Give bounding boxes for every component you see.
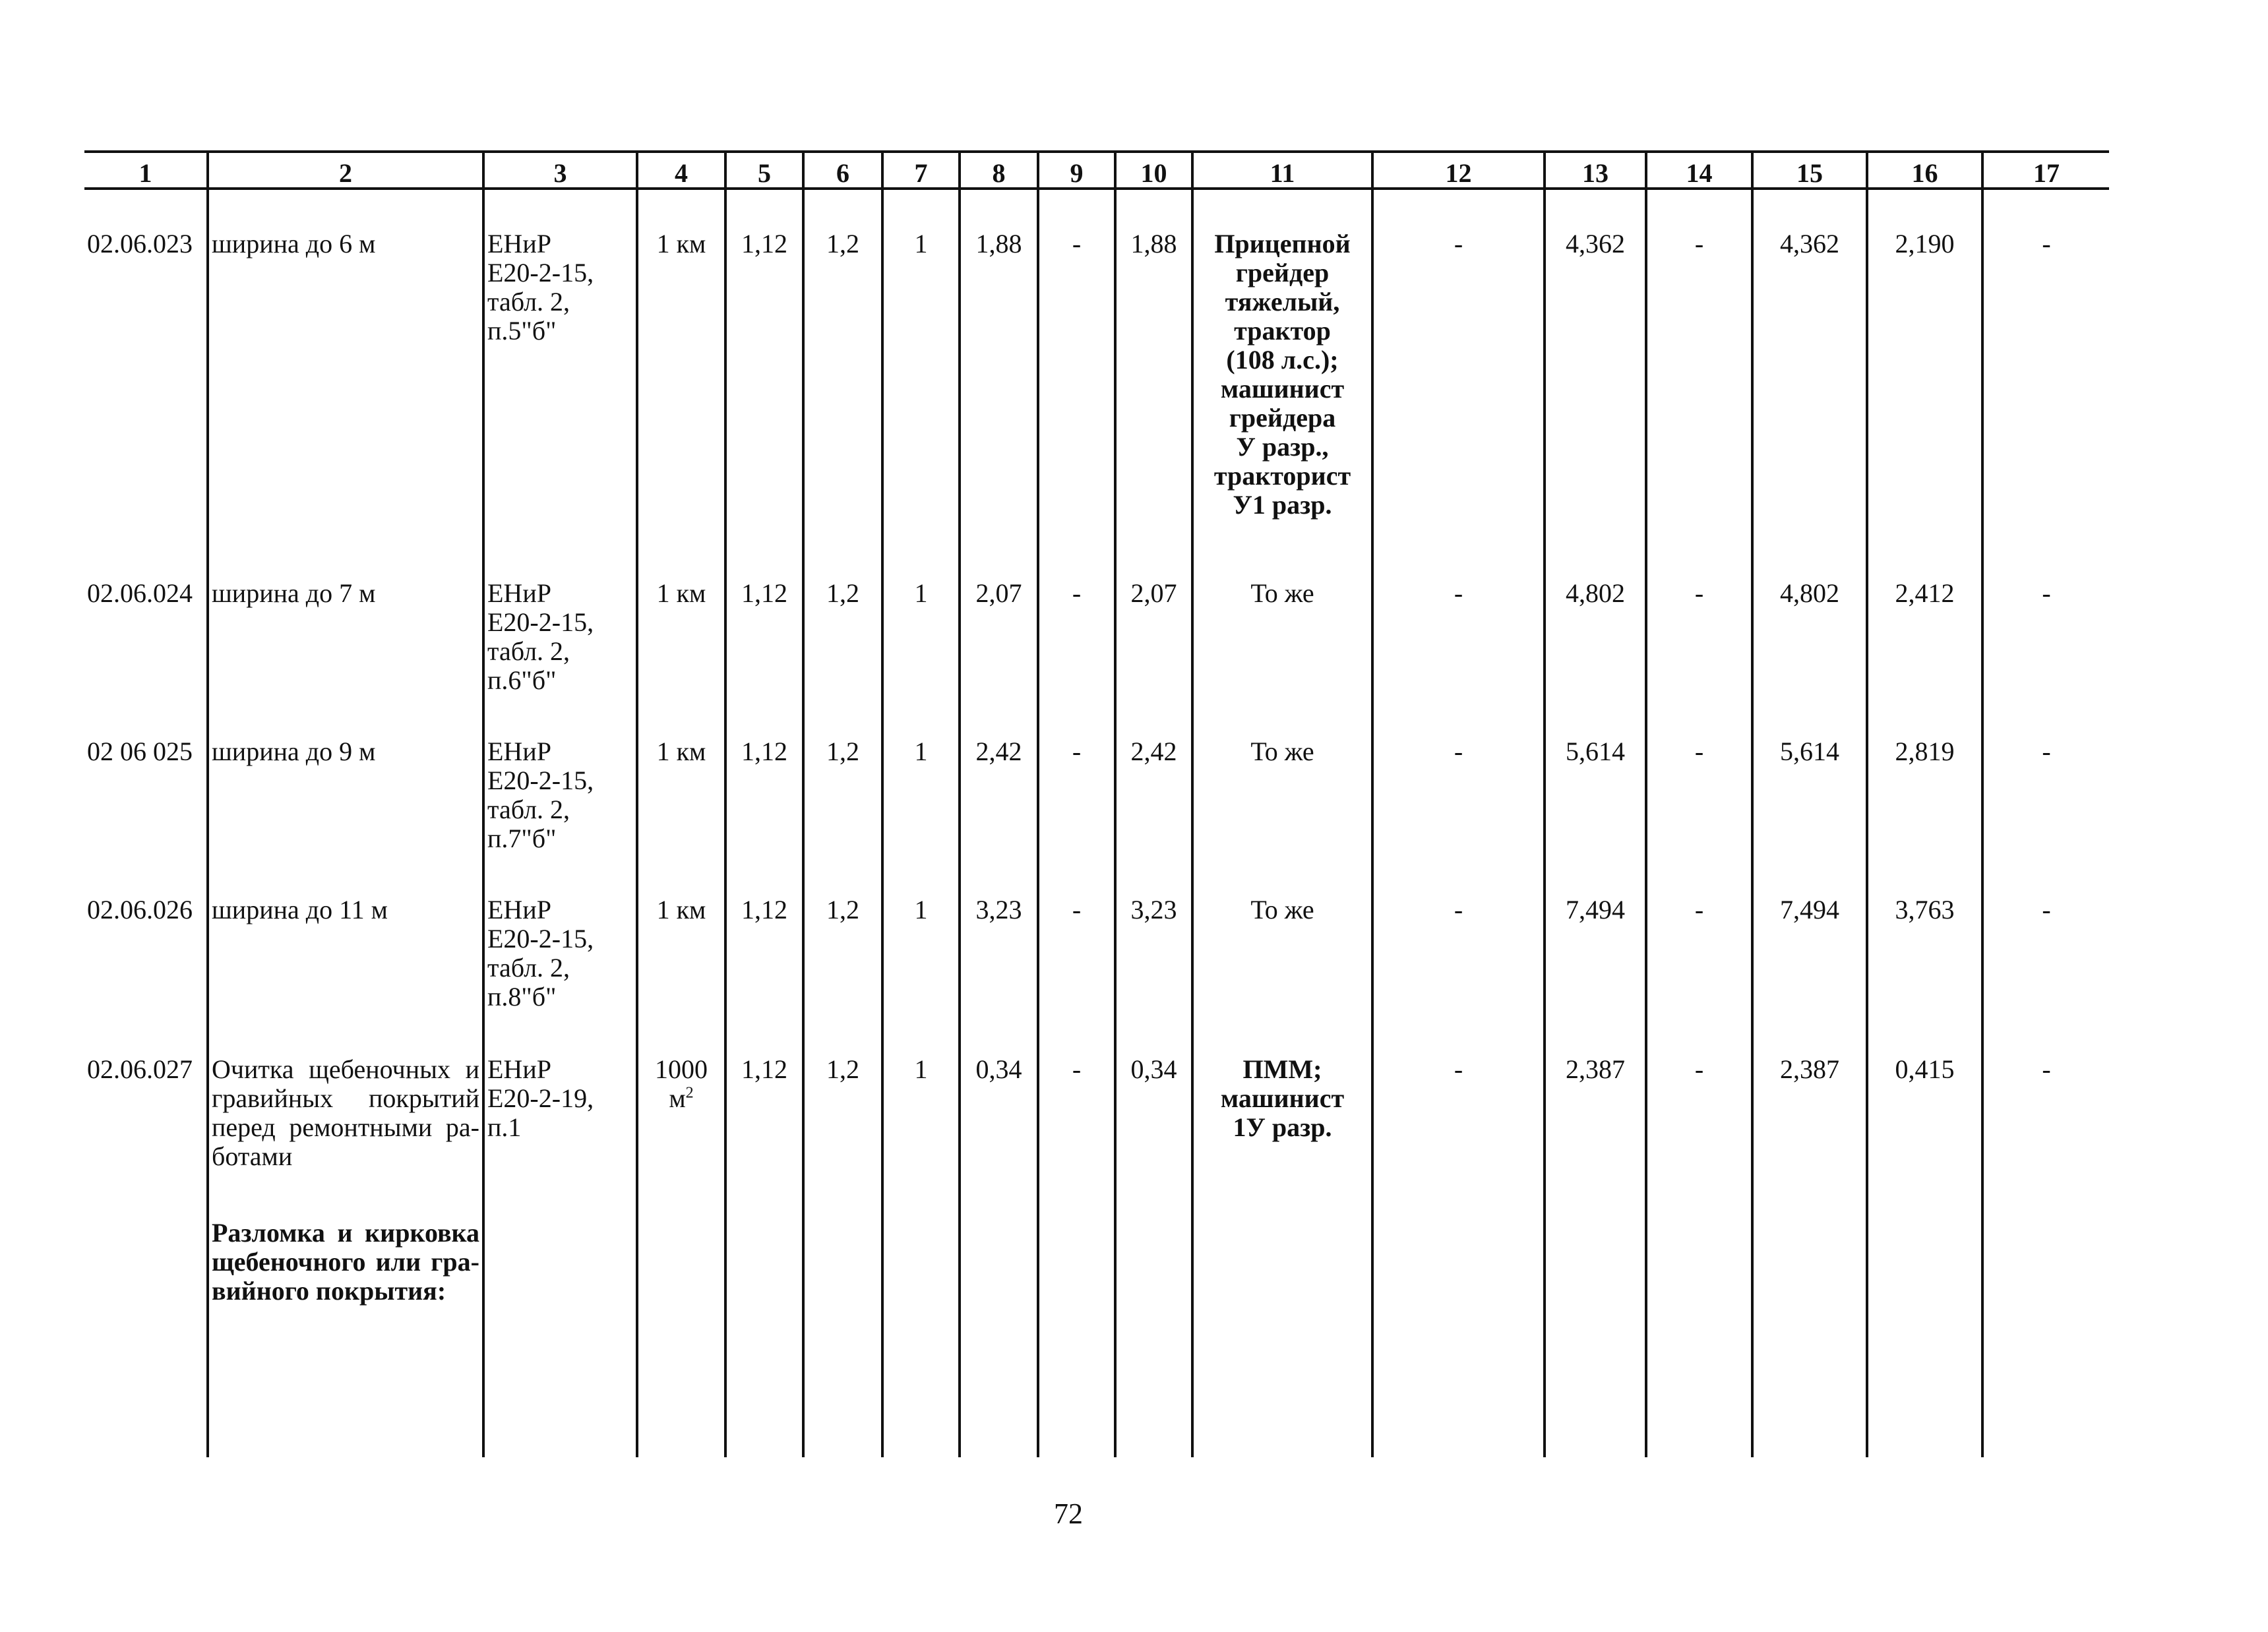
row-c10: 2,42 — [1130, 737, 1177, 766]
row-c5: 1,12 — [741, 737, 787, 766]
column-rule — [1981, 150, 1984, 1457]
column-rule — [958, 150, 961, 1457]
column-header: 17 — [2033, 158, 2060, 188]
row-machinery: То же — [1250, 578, 1314, 608]
row-norm: ЕНиР Е20-2-19, п.1 — [487, 1054, 594, 1142]
row-c14: - — [1694, 229, 1704, 258]
row-machinery: То же — [1250, 895, 1314, 924]
column-rule — [724, 150, 727, 1457]
row-machinery: Прицепной грейдер тяжелый, трактор (108 л.с.); машинист грейдера У разр., тракторист У1 разр. — [1213, 229, 1351, 520]
row-norm: ЕНиР Е20-2-15, табл. 2, п.6"б" — [487, 578, 594, 695]
row-c9: - — [1072, 737, 1082, 766]
column-rule — [482, 150, 485, 1457]
row-name: ширина до 9 м — [212, 737, 376, 766]
row-c8: 2,07 — [975, 578, 1022, 608]
row-c15: 7,494 — [1780, 895, 1839, 924]
column-header: 6 — [836, 158, 849, 188]
column-header: 10 — [1140, 158, 1167, 188]
column-header: 5 — [758, 158, 771, 188]
row-c7: 1 — [914, 229, 928, 258]
row-c17: - — [2042, 737, 2051, 766]
row-c13: 4,802 — [1566, 578, 1625, 608]
row-machinery: То же — [1250, 737, 1314, 766]
column-rule — [881, 150, 884, 1457]
row-c17: - — [2042, 1054, 2051, 1084]
column-header: 2 — [339, 158, 352, 188]
column-header: 4 — [675, 158, 688, 188]
row-c16: 3,763 — [1895, 895, 1955, 924]
row-c6: 1,2 — [826, 1054, 859, 1084]
column-header: 12 — [1445, 158, 1472, 188]
column-rule — [1645, 150, 1647, 1457]
row-c17: - — [2042, 895, 2051, 924]
column-rule — [636, 150, 638, 1457]
row-c15: 4,802 — [1780, 578, 1839, 608]
row-c8: 1,88 — [975, 229, 1022, 258]
column-rule — [1543, 150, 1546, 1457]
page-number: 72 — [1054, 1497, 1083, 1530]
row-code: 02.06.027 — [87, 1054, 193, 1084]
row-norm: ЕНиР Е20-2-15, табл. 2, п.7"б" — [487, 737, 594, 853]
row-c5: 1,12 — [741, 578, 787, 608]
row-c7: 1 — [914, 1054, 928, 1084]
row-unit: 1 км — [656, 737, 706, 766]
row-c6: 1,2 — [826, 895, 859, 924]
column-rule — [206, 150, 209, 1457]
row-c6: 1,2 — [826, 229, 859, 258]
row-c10: 1,88 — [1130, 229, 1177, 258]
row-c8: 0,34 — [975, 1054, 1022, 1084]
row-c13: 4,362 — [1566, 229, 1625, 258]
row-name: Очитка щебеночных и гравийных покрытий перед ремонтными ра-ботами — [212, 1054, 479, 1171]
row-unit: 1 км — [656, 229, 706, 258]
row-c14: - — [1694, 578, 1704, 608]
row-c14: - — [1694, 1054, 1704, 1084]
row-c15: 5,614 — [1780, 737, 1839, 766]
column-header: 16 — [1911, 158, 1938, 188]
row-c12: - — [1454, 737, 1463, 766]
row-c6: 1,2 — [826, 737, 859, 766]
row-c6: 1,2 — [826, 578, 859, 608]
row-code: 02.06.026 — [87, 895, 193, 924]
column-header: 3 — [553, 158, 567, 188]
row-c7: 1 — [914, 737, 928, 766]
row-c10: 2,07 — [1130, 578, 1177, 608]
row-c7: 1 — [914, 578, 928, 608]
row-norm: ЕНиР Е20-2-15, табл. 2, п.5"б" — [487, 229, 594, 346]
row-c17: - — [2042, 578, 2051, 608]
row-c9: - — [1072, 1054, 1082, 1084]
row-c8: 3,23 — [975, 895, 1022, 924]
row-c16: 2,190 — [1895, 229, 1955, 258]
column-header: 1 — [138, 158, 152, 188]
column-header: 9 — [1070, 158, 1084, 188]
row-c17: - — [2042, 229, 2051, 258]
row-c9: - — [1072, 229, 1082, 258]
row-c9: - — [1072, 578, 1082, 608]
row-name: ширина до 11 м — [212, 895, 388, 924]
row-c14: - — [1694, 737, 1704, 766]
column-rule — [1371, 150, 1374, 1457]
row-c12: - — [1454, 578, 1463, 608]
column-rule — [1114, 150, 1117, 1457]
row-c13: 7,494 — [1566, 895, 1625, 924]
row-c15: 4,362 — [1780, 229, 1839, 258]
header-top-rule — [84, 150, 2109, 153]
column-header: 15 — [1796, 158, 1823, 188]
row-c13: 5,614 — [1566, 737, 1625, 766]
row-name: ширина до 6 м — [212, 229, 376, 258]
row-c10: 0,34 — [1130, 1054, 1177, 1084]
row-c5: 1,12 — [741, 1054, 787, 1084]
row-c5: 1,12 — [741, 895, 787, 924]
row-unit: 1000 $м^2$ — [655, 1054, 708, 1113]
column-header: 7 — [914, 158, 928, 188]
row-c16: 2,819 — [1895, 737, 1955, 766]
row-c8: 2,42 — [975, 737, 1022, 766]
row-machinery: ПММ; машинист 1У разр. — [1220, 1054, 1345, 1142]
row-code: 02 06 025 — [87, 737, 193, 766]
row-unit: 1 км — [656, 578, 706, 608]
row-c5: 1,12 — [741, 229, 787, 258]
column-header: 8 — [992, 158, 1006, 188]
column-rule — [1751, 150, 1754, 1457]
column-rule — [802, 150, 805, 1457]
column-header: 11 — [1270, 158, 1295, 188]
row-name: ширина до 7 м — [212, 578, 376, 608]
row-unit: 1 км — [656, 895, 706, 924]
row-c10: 3,23 — [1130, 895, 1177, 924]
column-rule — [1037, 150, 1039, 1457]
row-code: 02.06.023 — [87, 229, 193, 258]
column-header: 13 — [1582, 158, 1609, 188]
row-c12: - — [1454, 895, 1463, 924]
row-norm: ЕНиР Е20-2-15, табл. 2, п.8"б" — [487, 895, 594, 1012]
row-c12: - — [1454, 1054, 1463, 1084]
row-c15: 2,387 — [1780, 1054, 1839, 1084]
row-c12: - — [1454, 229, 1463, 258]
column-header: 14 — [1686, 158, 1713, 188]
row-c7: 1 — [914, 895, 928, 924]
row-c14: - — [1694, 895, 1704, 924]
row-code: 02.06.024 — [87, 578, 193, 608]
column-rule — [1866, 150, 1868, 1457]
row-c16: 0,415 — [1895, 1054, 1955, 1084]
row-c9: - — [1072, 895, 1082, 924]
section-heading: Разломка и кирковка щебеночного или гра-вийного покрытия: — [212, 1218, 479, 1306]
row-c13: 2,387 — [1566, 1054, 1625, 1084]
row-c16: 2,412 — [1895, 578, 1955, 608]
